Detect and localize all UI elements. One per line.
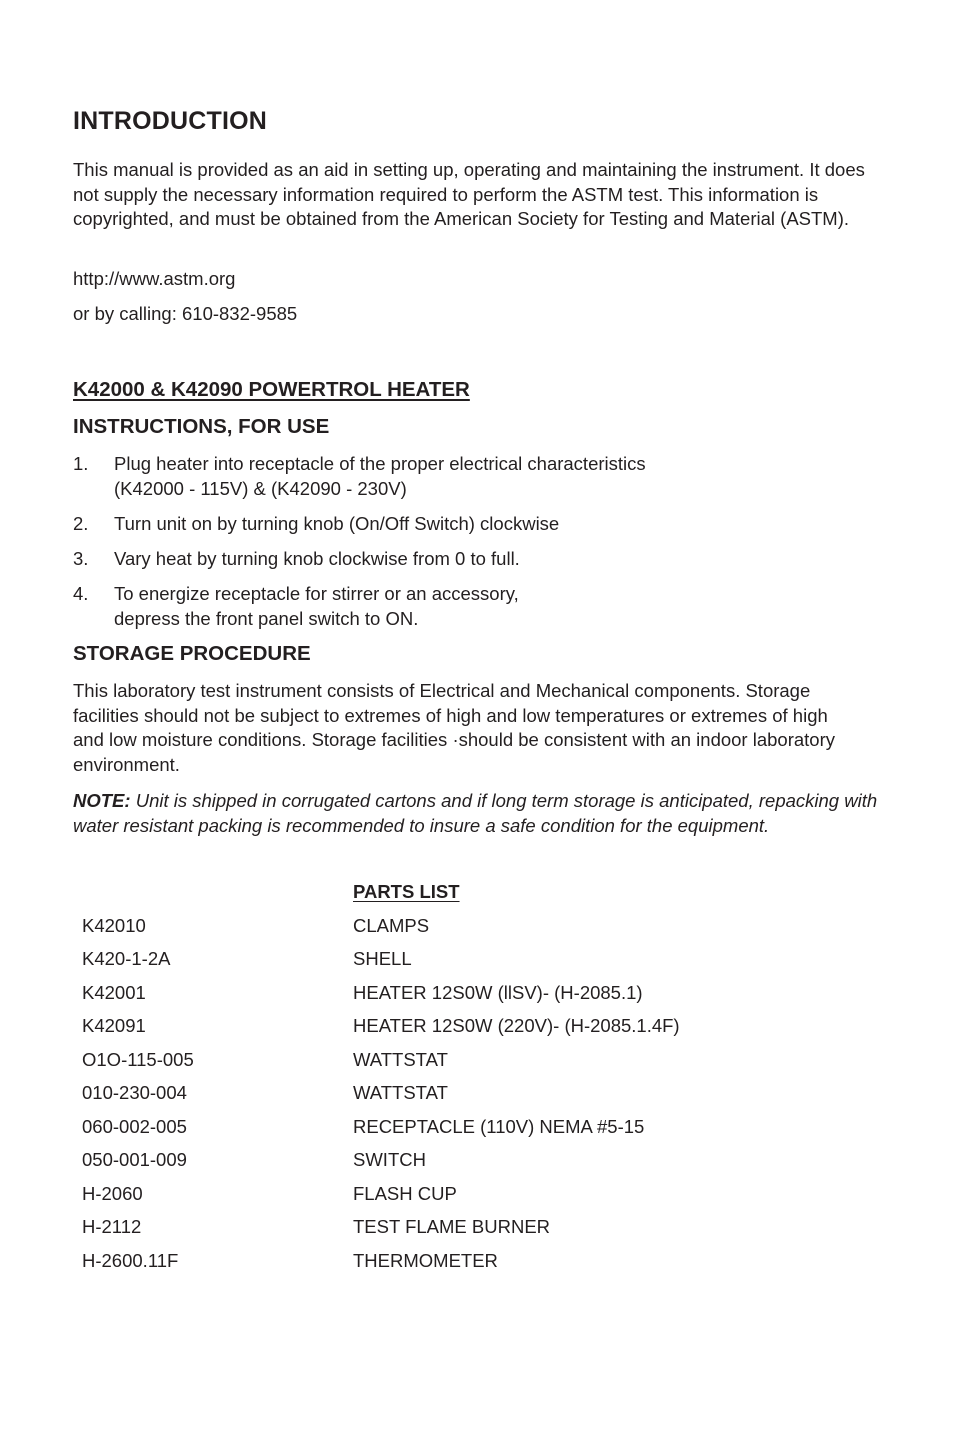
instruction-step-1 <box>73 452 873 512</box>
part-number: K42091 <box>82 1015 146 1036</box>
step-number: 3. <box>73 548 89 569</box>
part-number: O1O-115-005 <box>82 1049 194 1070</box>
step-number: 2. <box>73 513 89 534</box>
instruction-step-3 <box>73 547 873 573</box>
storage-title: STORAGE PROCEDURE <box>73 642 311 665</box>
part-description: WATTSTAT <box>353 1049 448 1070</box>
parts-list-title: PARTS LIST <box>353 881 460 902</box>
part-number: H-2600.11F <box>82 1250 179 1271</box>
step-text-continued: (K42000 - 115V) & (K42090 - 230V) <box>114 478 407 499</box>
step-text-continued: depress the front panel switch to ON. <box>114 608 419 629</box>
storage-note <box>73 788 883 838</box>
part-number: 060-002-005 <box>82 1116 187 1137</box>
astm-phone-text: or by calling: 610-832-9585 <box>73 303 298 324</box>
part-number: H-2060 <box>82 1183 143 1204</box>
part-number: K42010 <box>82 915 146 936</box>
step-number: 1. <box>73 453 89 474</box>
instructions-title: INSTRUCTIONS, FOR USE <box>73 415 330 438</box>
introduction-title: INTRODUCTION <box>73 107 268 135</box>
part-description: SHELL <box>353 948 412 969</box>
part-number: 050-001-009 <box>82 1149 187 1170</box>
note-label: NOTE: <box>73 790 131 811</box>
part-number: K420-1-2A <box>82 948 171 969</box>
step-text: To energize receptacle for stirrer or an accessory, <box>114 583 519 604</box>
astm-url-link[interactable]: http://www.astm.org <box>73 268 236 289</box>
part-description: SWITCH <box>353 1149 426 1170</box>
introduction-paragraph: This manual is provided as an aid in setting up, operating and maintaining the instrument. It does not supply the necessary information required to perform the ASTM test. This information is copyrighted, and must be obtained from the American Society for Testing and Material (ASTM). <box>73 159 865 229</box>
step-number: 4. <box>73 583 89 604</box>
part-description: CLAMPS <box>353 915 430 936</box>
instruction-step-4 <box>73 582 873 634</box>
part-number: H-2112 <box>82 1216 142 1237</box>
part-description: WATTSTAT <box>353 1082 448 1103</box>
part-number: 010-230-004 <box>82 1082 187 1103</box>
instruction-step-2 <box>73 512 873 538</box>
part-description: THERMOMETER <box>353 1250 498 1271</box>
note-text: Unit is shipped in corrugated cartons and if long term storage is anticipated, repacking with water resistant packing is recommended to insure a safe condition for the equipment. <box>73 790 878 836</box>
part-description: HEATER 12S0W (llSV)- (H-2085.1) <box>353 982 643 1003</box>
part-number: K42001 <box>82 982 146 1003</box>
part-description: FLASH CUP <box>353 1183 457 1204</box>
step-text: Vary heat by turning knob clockwise from 0 to full. <box>114 548 520 569</box>
part-description: RECEPTACLE (110V) NEMA #5-15 <box>353 1116 645 1137</box>
storage-paragraph: This laboratory test instrument consists of Electrical and Mechanical components. Storage facilities should not be subject to extremes of high and low temperatures or extremes of high and low moisture conditions. Storage facilities ·should be consistent with an indoor laboratory environment. <box>73 680 835 775</box>
step-text: Turn unit on by turning knob (On/Off Switch) clockwise <box>114 513 560 534</box>
part-description: TEST FLAME BURNER <box>353 1216 551 1237</box>
step-text: Plug heater into receptacle of the proper electrical characteristics <box>114 453 646 474</box>
heater-section-title: K42000 & K42090 POWERTROL HEATER <box>73 378 470 401</box>
part-description: HEATER 12S0W (220V)- (H-2085.1.4F) <box>353 1015 680 1036</box>
